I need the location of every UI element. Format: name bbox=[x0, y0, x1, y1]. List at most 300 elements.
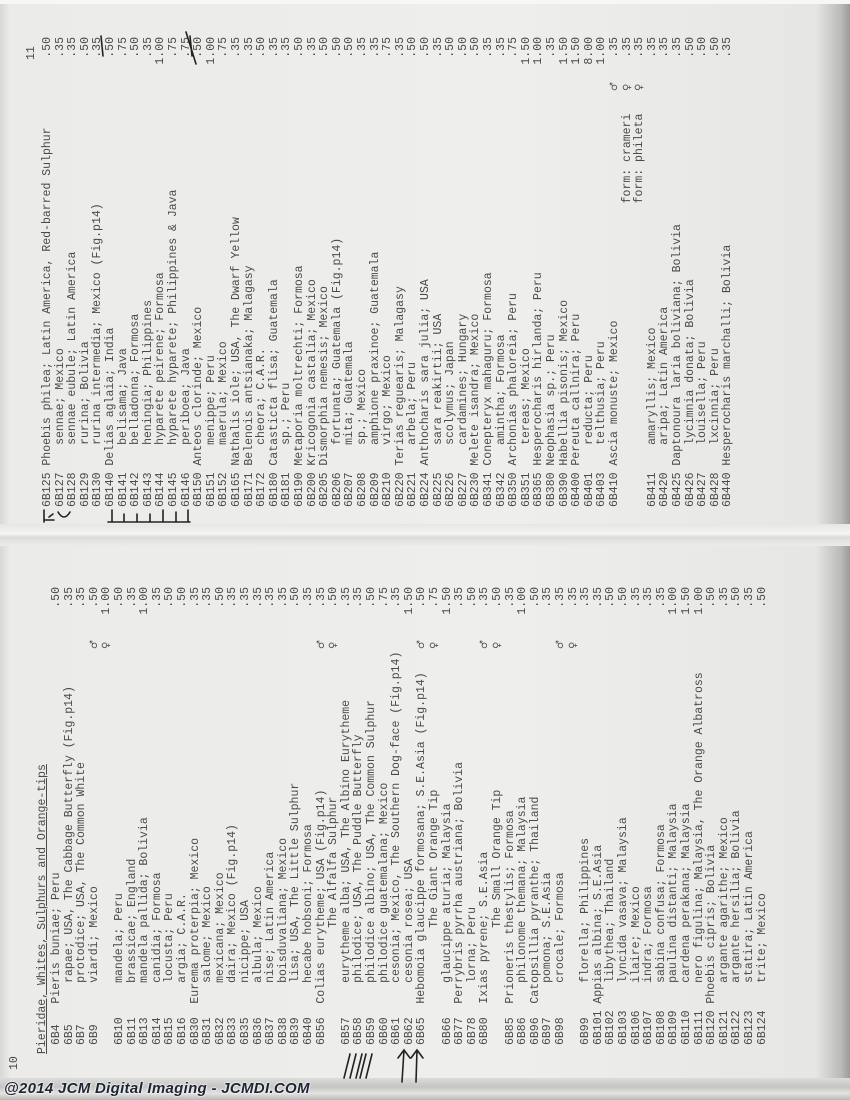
item-code: 6B426 bbox=[683, 472, 697, 507]
item-price: 1.00 bbox=[516, 587, 530, 615]
species-name: castalia; Mexico bbox=[305, 279, 319, 390]
item-code: 6B98 bbox=[554, 1017, 567, 1045]
species-name: fortunata; Guatemala (Fig.p14) bbox=[330, 237, 344, 445]
handwritten-bracket-mark bbox=[44, 510, 54, 522]
item-price: .50 bbox=[755, 587, 769, 608]
item-code: 6B425 bbox=[671, 472, 684, 507]
genus-name: Ascia bbox=[608, 431, 621, 466]
item-code: 6B121 bbox=[717, 1010, 731, 1045]
item-price: .35 bbox=[242, 37, 256, 58]
item-code: 6B62 bbox=[402, 1017, 416, 1045]
item-price: .75 bbox=[179, 37, 193, 58]
species-name: sara julia; USA bbox=[419, 279, 432, 383]
species-name: rurina; Bolivia bbox=[78, 341, 92, 445]
species-name: mita; Guatemala bbox=[343, 341, 357, 445]
item-price: .35 bbox=[188, 587, 202, 608]
species-name: rurina intermedia; Mexico (Fig.p14) bbox=[91, 203, 105, 445]
item-code: 6B7 bbox=[75, 1024, 89, 1045]
handwritten-tally-mark bbox=[344, 1054, 362, 1078]
sex-symbol: ♂ bbox=[479, 640, 491, 649]
item-code: 6B120 bbox=[705, 1010, 719, 1045]
item-description bbox=[722, 245, 735, 466]
item-code: 6B122 bbox=[730, 1010, 744, 1045]
species-name: form: crameri bbox=[620, 113, 634, 204]
item-price: 8.00 bbox=[582, 37, 596, 65]
page-number-left: 10 bbox=[8, 1056, 21, 1070]
item-code: 6B56 bbox=[314, 1017, 328, 1045]
item-price: .35 bbox=[352, 587, 366, 608]
species-name: scolymus; Japan bbox=[444, 341, 458, 445]
species-name: cesonia; Mexico, The Southern Dog-face (Fig.p14) bbox=[390, 651, 404, 983]
genus-name: Melete bbox=[469, 424, 483, 466]
item-code: 6B208 bbox=[356, 472, 369, 507]
genus-name: Catopsillia bbox=[528, 927, 542, 1004]
item-price: 1.50 bbox=[440, 587, 454, 615]
item-code: 6B146 bbox=[179, 472, 193, 507]
species-name: protodice; USA, The Common White bbox=[75, 762, 89, 983]
item-code: 6B13 bbox=[138, 1017, 152, 1045]
item-price: .35 bbox=[642, 587, 656, 608]
species-name: marchalli; Bolivia bbox=[721, 244, 735, 369]
item-price: .35 bbox=[150, 587, 164, 608]
genus-name: Phoebis bbox=[705, 955, 719, 1004]
item-code: 6B108 bbox=[654, 1010, 668, 1045]
species-name: philea; Latin America, Red-barred Sulphur bbox=[41, 127, 54, 411]
species-name: isandra; Mexico bbox=[469, 313, 483, 418]
species-name: pisonis; Mexico bbox=[557, 299, 571, 404]
species-name: menippe; Peru bbox=[204, 355, 218, 445]
item-code: 6B226 bbox=[444, 472, 458, 507]
species-name: argante hersilia; Bolivia bbox=[730, 810, 744, 983]
item-code: 6B225 bbox=[431, 472, 445, 507]
item-price: .35 bbox=[368, 37, 382, 58]
item-code: 6B11 bbox=[125, 1017, 139, 1045]
item-price: .35 bbox=[654, 587, 668, 608]
handwritten-bracket-mark bbox=[108, 510, 190, 522]
item-code: 6B440 bbox=[721, 472, 735, 507]
item-code: 6B107 bbox=[642, 1010, 656, 1045]
item-code: 6B220 bbox=[393, 472, 407, 507]
species-name: laria boliviana; Bolivia bbox=[671, 224, 684, 390]
item-price: .75 bbox=[381, 37, 395, 58]
species-name: sennae; Mexico bbox=[53, 348, 67, 445]
sex-symbol: ♂ bbox=[555, 640, 566, 649]
item-code: 6B111 bbox=[692, 1010, 706, 1045]
item-code: 6B390 bbox=[557, 472, 571, 507]
item-code: 6B351 bbox=[519, 472, 533, 507]
species-name: rapae; USA, The Cabbage Butterfly (Fig.p14) bbox=[62, 686, 76, 983]
item-price: 1.00 bbox=[204, 37, 218, 65]
page-number-right: 11 bbox=[25, 46, 38, 60]
item-price: .35 bbox=[314, 587, 328, 608]
sex-symbol: ♀ bbox=[429, 641, 440, 649]
sex-symbol: ♀ bbox=[492, 641, 503, 649]
item-price: .50 bbox=[469, 37, 483, 58]
item-code: 6B400 bbox=[570, 472, 584, 507]
sex-symbol: ♀ bbox=[621, 83, 633, 91]
sex-symbol: ♂ bbox=[315, 640, 327, 649]
sex-symbol: ♀ bbox=[567, 641, 579, 649]
item-code: 6B39 bbox=[289, 1017, 303, 1045]
species-name: reducta; Peru bbox=[582, 355, 596, 445]
item-price: .50 bbox=[456, 37, 470, 58]
species-name: tereas; Mexico bbox=[519, 348, 533, 445]
item-price: .35 bbox=[393, 37, 407, 58]
species-name: lisa; USA, The Little Sulphur bbox=[289, 782, 303, 983]
item-code: 6B16 bbox=[176, 1017, 189, 1045]
sex-symbol: ♂ bbox=[609, 82, 620, 91]
genus-name: Belenois bbox=[242, 410, 256, 466]
item-price: 1.00 bbox=[595, 37, 609, 65]
item-code: 6B33 bbox=[226, 1017, 240, 1045]
species-name: philodice guatemalana; Mexico bbox=[377, 782, 391, 983]
item-price: .75 bbox=[507, 37, 521, 58]
species-name: iole; USA, The Dwarf Yellow bbox=[230, 217, 243, 404]
species-name: arbela; Peru bbox=[406, 362, 420, 445]
item-price: .35 bbox=[579, 587, 593, 608]
item-price: .35 bbox=[717, 587, 731, 608]
species-name: telthusia; Peru bbox=[595, 341, 609, 445]
catalog-row bbox=[555, 587, 568, 1045]
item-code: 6B110 bbox=[680, 1010, 693, 1045]
item-price: .35 bbox=[671, 37, 684, 58]
item-price: 1.50 bbox=[557, 37, 571, 65]
item-price: .50 bbox=[330, 37, 344, 58]
item-code: 6B210 bbox=[381, 472, 395, 507]
item-price: .35 bbox=[239, 587, 252, 608]
item-price: .35 bbox=[276, 587, 290, 608]
species-name: The Small Orange Tip bbox=[491, 789, 504, 928]
item-price: .50 bbox=[419, 37, 432, 58]
species-name: pomona; S.E.Asia bbox=[541, 872, 555, 983]
item-code: 6B5 bbox=[62, 1024, 76, 1045]
item-code: 6B150 bbox=[192, 472, 206, 507]
item-price: 1.00 bbox=[138, 587, 152, 615]
item-price: .50 bbox=[365, 587, 378, 608]
item-price: .35 bbox=[503, 587, 517, 608]
item-code: 6B102 bbox=[604, 1010, 618, 1045]
item-price: .50 bbox=[683, 37, 697, 58]
catalog-row bbox=[89, 587, 102, 1045]
species-name: cheora; C.A.R. bbox=[255, 348, 269, 445]
species-name: libythea; Thailand bbox=[604, 858, 618, 983]
species-name: daira; Mexico (Fig.p14) bbox=[226, 824, 240, 983]
species-name: mandela pallida; Bolivia bbox=[138, 817, 152, 983]
species-name: eurytheme alba; USA, The Albino Eurytheme bbox=[339, 699, 353, 983]
item-price: .75 bbox=[377, 587, 391, 608]
item-description bbox=[555, 872, 568, 982]
section-heading: Pieridae, Whites, Sulphurs and Orange-tips bbox=[36, 764, 49, 1054]
genus-name: Pereuta bbox=[570, 417, 584, 466]
species-name: sp.; Peru bbox=[545, 334, 558, 397]
item-price: .50 bbox=[465, 587, 479, 608]
species-name: cipris; Bolivia bbox=[705, 844, 719, 949]
item-code: 6B85 bbox=[503, 1017, 517, 1045]
genus-name: Conepteryx bbox=[482, 396, 495, 466]
item-code: 6B123 bbox=[743, 1010, 756, 1045]
genus-name: Appias bbox=[591, 962, 605, 1004]
item-price: .35 bbox=[633, 37, 647, 58]
sex-symbol: ♂ bbox=[416, 640, 428, 649]
species-name: mandela; Peru bbox=[113, 893, 126, 983]
item-code: 6B77 bbox=[453, 1017, 467, 1045]
species-name: nise; Latin America bbox=[264, 851, 278, 983]
item-code: 6B97 bbox=[541, 1017, 555, 1045]
item-price: .35 bbox=[658, 37, 672, 58]
genus-name: Phoebis bbox=[41, 417, 54, 466]
genus-name: Nathalis bbox=[230, 410, 243, 466]
item-price: .35 bbox=[494, 37, 508, 58]
item-code: 6B128 bbox=[66, 472, 80, 507]
species-name: indra; Formosa bbox=[642, 886, 656, 983]
item-price: .50 bbox=[327, 587, 341, 608]
item-code: 6B30 bbox=[188, 1017, 202, 1045]
item-code: 6B4 bbox=[50, 1024, 63, 1045]
item-code: 6B38 bbox=[276, 1017, 290, 1045]
item-price: .35 bbox=[305, 37, 319, 58]
species-name: reguearis; Malagasy bbox=[393, 286, 407, 418]
genus-name: Hesperocharis bbox=[721, 375, 735, 466]
item-code: 6B172 bbox=[255, 472, 269, 507]
item-code: 6B86 bbox=[516, 1017, 530, 1045]
item-price: .35 bbox=[629, 587, 643, 608]
item-code: 6B10 bbox=[113, 1017, 126, 1045]
genus-name: Archonias bbox=[507, 403, 521, 466]
item-price: .35 bbox=[566, 587, 580, 608]
catalog-row bbox=[609, 37, 622, 507]
species-name: heningia; Philippines bbox=[141, 299, 155, 445]
item-price: .35 bbox=[125, 587, 139, 608]
item-price: .35 bbox=[431, 37, 445, 58]
item-code: 6B227 bbox=[456, 472, 470, 507]
species-name: eurytheme; USA (Fig.p14) bbox=[314, 789, 328, 956]
item-price: .35 bbox=[541, 587, 555, 608]
species-name: philodice albino; USA, The Common Sulphur bbox=[365, 699, 378, 983]
item-price: .50 bbox=[78, 37, 92, 58]
item-price: .50 bbox=[50, 587, 63, 608]
item-code: 6B40 bbox=[302, 1017, 315, 1045]
item-price: .50 bbox=[696, 37, 710, 58]
item-price: .35 bbox=[620, 37, 634, 58]
species-name: sp.; Peru bbox=[280, 382, 294, 445]
item-code: 6B109 bbox=[667, 1010, 681, 1045]
species-name: mexicana; Mexico bbox=[213, 872, 227, 983]
item-price: .50 bbox=[705, 587, 719, 608]
item-code: 6B36 bbox=[251, 1017, 265, 1045]
item-price: .50 bbox=[163, 587, 177, 608]
item-code: 6B207 bbox=[343, 472, 357, 507]
genus-name: Delias bbox=[104, 424, 117, 466]
species-name: periboea; Java bbox=[179, 348, 193, 445]
item-code: 6B96 bbox=[528, 1017, 542, 1045]
item-code: 6B140 bbox=[104, 472, 117, 507]
item-code: 6B57 bbox=[339, 1017, 353, 1045]
item-price: .50 bbox=[129, 37, 143, 58]
item-price: 1.00 bbox=[100, 587, 114, 615]
item-description bbox=[634, 114, 647, 204]
item-code: 6B401 bbox=[582, 472, 596, 507]
item-price: .75 bbox=[116, 37, 130, 58]
item-code: 6B190 bbox=[293, 472, 306, 507]
species-name: hyparete hyparete; Philippines & Java bbox=[167, 189, 180, 445]
item-price: .50 bbox=[604, 587, 618, 608]
species-name: flisa; Guatemala bbox=[267, 279, 281, 390]
species-name: glaucippe aturia; Malaysia bbox=[440, 803, 454, 983]
item-price: 1.50 bbox=[570, 37, 584, 65]
catalog-row bbox=[722, 37, 735, 507]
item-code: 6B101 bbox=[591, 1010, 605, 1045]
item-code: 6B224 bbox=[419, 472, 432, 507]
item-price: .35 bbox=[230, 37, 243, 58]
item-code: 6B380 bbox=[545, 472, 558, 507]
item-price: .50 bbox=[176, 587, 189, 608]
item-code: 6B125 bbox=[41, 472, 54, 507]
handwritten-tally-mark bbox=[360, 1054, 372, 1078]
item-code: 6B411 bbox=[645, 472, 659, 507]
item-price: .50 bbox=[289, 587, 303, 608]
item-code: 6B341 bbox=[482, 472, 495, 507]
item-price: .50 bbox=[192, 37, 206, 58]
item-code: 6B14 bbox=[150, 1017, 164, 1045]
item-price: .75 bbox=[217, 37, 231, 58]
item-price: .35 bbox=[390, 587, 404, 608]
item-price: .35 bbox=[554, 587, 567, 608]
catalog-row bbox=[757, 587, 770, 1045]
genus-name: Hebomoia bbox=[415, 948, 429, 1004]
species-name: The Giant Orange Tip bbox=[428, 789, 441, 928]
species-name: paulina distanti; Malaysia bbox=[667, 803, 681, 983]
species-name: nemesis; Mexico bbox=[318, 286, 332, 390]
item-price: .35 bbox=[280, 37, 294, 58]
genus-name: Daptonoura bbox=[671, 396, 684, 466]
item-price: .35 bbox=[66, 37, 80, 58]
species-name: albula; Mexico bbox=[251, 886, 265, 983]
item-price: .50 bbox=[730, 587, 744, 608]
handwritten-arrow-mark bbox=[411, 1050, 423, 1082]
item-price: .50 bbox=[444, 37, 458, 58]
item-price: .35 bbox=[591, 587, 605, 608]
species-name: salome; Mexico bbox=[201, 886, 215, 983]
species-name: lyncida vasava; Malaysia bbox=[617, 817, 630, 983]
item-code: 6B230 bbox=[469, 472, 483, 507]
species-name: amphione praxinoe; Guatemala bbox=[368, 251, 382, 445]
item-code: 6B221 bbox=[406, 472, 420, 507]
item-price: 1.00 bbox=[692, 587, 706, 615]
item-code: 6B141 bbox=[116, 472, 130, 507]
item-code: 6B403 bbox=[595, 472, 609, 507]
species-name: florella; Philippines bbox=[579, 837, 593, 983]
species-name: thestylis; Formosa bbox=[503, 810, 517, 935]
species-name: clorinde; Mexico bbox=[192, 306, 206, 418]
watermark: @2014 JCM Digital Imaging - JCMDI.COM bbox=[4, 1080, 310, 1097]
species-name: lycimnia donata; Bolivia bbox=[683, 279, 697, 445]
species-name: belisama; Java bbox=[116, 348, 130, 445]
genus-name: Hesperocharis bbox=[532, 375, 546, 466]
species-name: mahaguru; Formosa bbox=[482, 272, 495, 390]
item-price: .50 bbox=[87, 587, 101, 608]
genus-name: Anthocharis bbox=[419, 389, 432, 466]
species-name: glaucippe formosana; S.E.Asia (Fig.p14) bbox=[415, 672, 429, 942]
genus-name: Dismorphia bbox=[318, 396, 332, 466]
item-code: 6B206 bbox=[330, 472, 344, 507]
species-name: proterpia; Mexico bbox=[188, 837, 202, 956]
item-price: .50 bbox=[213, 587, 227, 608]
item-price: 1.50 bbox=[402, 587, 416, 615]
genus-name: Colias bbox=[314, 962, 328, 1004]
item-code: 6B129 bbox=[78, 472, 92, 507]
genus-name: Pieris bbox=[50, 962, 63, 1004]
item-description bbox=[757, 893, 770, 983]
item-price: .75 bbox=[428, 587, 441, 608]
item-price: .35 bbox=[226, 587, 240, 608]
species-name: phaloreia; Peru bbox=[507, 293, 521, 397]
item-price: .35 bbox=[251, 587, 265, 608]
species-name: sabina confusa; Formosa bbox=[654, 824, 668, 983]
genus-name: Terias bbox=[393, 424, 407, 466]
item-code: 6B130 bbox=[91, 472, 105, 507]
item-code: 6B106 bbox=[629, 1010, 643, 1045]
species-name: amintha; Formosa bbox=[494, 334, 508, 445]
species-name: aglaia; India bbox=[104, 327, 117, 418]
species-name: belladonna; Formosa bbox=[129, 313, 143, 445]
item-code: 6B80 bbox=[478, 1017, 492, 1045]
item-code: 6B151 bbox=[204, 472, 218, 507]
species-name: statira; Latin America bbox=[743, 831, 756, 983]
item-code: 6B61 bbox=[390, 1017, 404, 1045]
species-name: hecabe hobsoni; Formosa bbox=[302, 824, 315, 983]
item-code: 6B365 bbox=[532, 472, 546, 507]
item-code: 6B103 bbox=[617, 1010, 630, 1045]
item-price: .35 bbox=[608, 37, 621, 58]
species-name: maerula; Mexico bbox=[217, 341, 231, 445]
sex-symbol: ♀ bbox=[101, 641, 113, 649]
item-code: 6B427 bbox=[696, 472, 710, 507]
item-price: .50 bbox=[255, 37, 269, 58]
species-name: ilaire; Mexico bbox=[629, 886, 643, 983]
item-price: .50 bbox=[293, 37, 306, 58]
species-name: crocale; Formosa bbox=[554, 872, 567, 983]
species-name: moltrechti; Formosa bbox=[293, 265, 306, 397]
item-price: .75 bbox=[167, 37, 180, 58]
species-name: argante agarithe; Mexico bbox=[717, 817, 731, 983]
item-price: .35 bbox=[339, 587, 353, 608]
item-price: .35 bbox=[75, 587, 89, 608]
item-code: 6B180 bbox=[267, 472, 281, 507]
item-code: 6B200 bbox=[305, 472, 319, 507]
species-name: nero figulina; Malaysia, The Orange Albatross bbox=[692, 672, 706, 983]
item-code: 6B181 bbox=[280, 472, 294, 507]
item-price: 1.50 bbox=[680, 587, 693, 615]
species-name: lxcinnia; Peru bbox=[708, 348, 722, 445]
item-code: 6B37 bbox=[264, 1017, 278, 1045]
item-code: 6B15 bbox=[163, 1017, 177, 1045]
genus-name: Habellia bbox=[557, 410, 571, 466]
species-name: The Alfalfa Sulphur bbox=[327, 796, 341, 928]
species-name: virgo; Mexico bbox=[381, 355, 395, 445]
item-price: .50 bbox=[113, 587, 126, 608]
species-name: canidia; Formosa bbox=[150, 872, 164, 983]
genus-name: Anteos bbox=[192, 424, 206, 466]
species-name: lorna; Peru bbox=[465, 906, 479, 983]
item-price: .35 bbox=[62, 587, 76, 608]
species-name: monuste; Mexico bbox=[608, 320, 621, 425]
item-price: .50 bbox=[343, 37, 357, 58]
species-name: sp.; Mexico bbox=[356, 368, 369, 445]
item-price: .35 bbox=[201, 587, 215, 608]
species-name: aripa; Latin America bbox=[658, 306, 672, 445]
item-code: 6B428 bbox=[708, 472, 722, 507]
item-code: 6B143 bbox=[141, 472, 155, 507]
